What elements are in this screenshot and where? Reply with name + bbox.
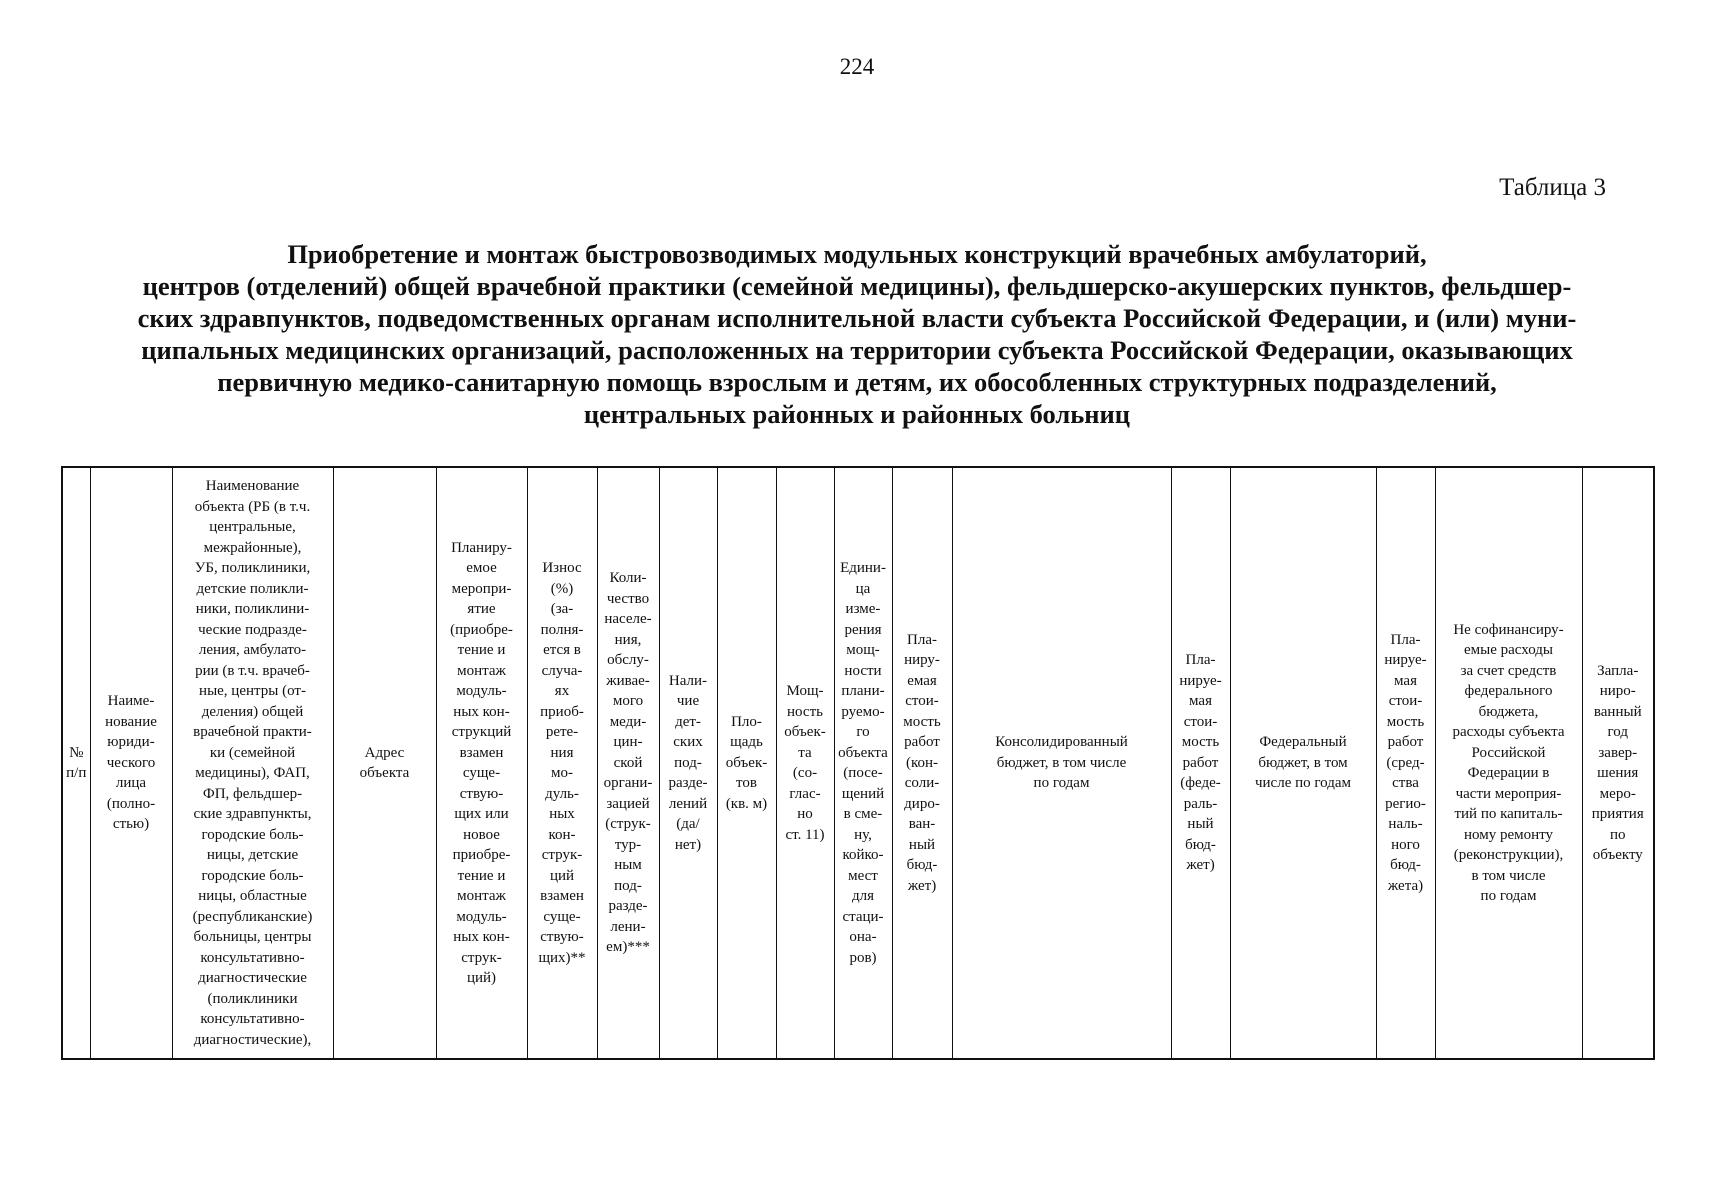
header-cell-object-name: Наименование объекта (РБ (в т.ч. центральные, межрайонные), УБ, поликлиники, детские поликли- ники, поликлини- ческие подразде- ления, амбулато- рии (в т.ч. врачеб- ные, центры (от- деления) общей врачебной практи- ки (семейной медицины), ФАП, ФП, фельдшер- ские здравпункты, городские боль- ницы, детские городские боль- ницы, областные (республиканские) больницы, центры консультативно- диагностические (поликлиники консультативно- диагностические),: [172, 467, 333, 1059]
header-cell-population: Коли- чество населе- ния, обслу- живае- мого меди- цин- ской органи- зацией (струк- тур- ным под- разде- лени- ем)***: [597, 467, 659, 1059]
data-table: [61, 466, 1655, 1060]
header-cell-address: Адрес объекта: [333, 467, 436, 1059]
header-cell-non-cofinanced: Не софинансиру- емые расходы за счет средств федерального бюджета, расходы субъекта Российской Федерации в части мероприя- тий по капиталь- ному ремонту (реконструкции), в том числе по годам: [1435, 467, 1582, 1059]
header-cell-federal-by-year: Федеральный бюджет, в том числе по годам: [1230, 467, 1376, 1059]
title-line: ципальных медицинских организаций, расположенных на территории субъекта Российской Федерации, оказывающих: [141, 335, 1573, 365]
title-line: ских здравпунктов, подведомственных органам исполнительной власти субъекта Российской Федерации, и (или) муни-: [137, 303, 1577, 333]
header-cell-cost-consolidated: Пла- ниру- емая стои- мость работ (кон- соли- диро- ван- ный бюд- жет): [892, 467, 952, 1059]
header-cell-area: Пло- щадь объек- тов (кв. м): [717, 467, 776, 1059]
title-line: центров (отделений) общей врачебной практики (семейной медицины), фельдшерско-акушерских пунктов, фельдшер-: [142, 271, 1572, 301]
title-line: Приобретение и монтаж быстровозводимых модульных конструкций врачебных амбулаторий,: [287, 239, 1427, 269]
title-line: центральных районных и районных больниц: [583, 399, 1131, 429]
header-cell-completion-year: Запла- ниро- ванный год завер- шения меро- приятия по объекту: [1582, 467, 1654, 1059]
header-cell-legal-entity: Наиме- нование юриди- ческого лица (полно- стью): [90, 467, 172, 1059]
header-cell-cost-regional: Пла- нируе- мая стои- мость работ (сред- ства регио- наль- ного бюд- жета): [1376, 467, 1435, 1059]
header-cell-capacity-unit: Едини- ца изме- рения мощ- ности плани- руемо- го объекта (посе- щений в сме- ну, койко- мест для стаци- она- ров): [834, 467, 892, 1059]
header-cell-number: № п/п: [62, 467, 90, 1059]
header-cell-capacity: Мощ- ность объек- та (со- глас- но ст. 11): [776, 467, 834, 1059]
table-label: Таблица 3: [1499, 174, 1606, 201]
header-row: [62, 467, 1654, 1059]
header-cell-consolidated-by-year: Консолидированный бюджет, в том числе по годам: [952, 467, 1171, 1059]
page-number: 224: [839, 54, 875, 79]
header-cell-wear: Износ (%) (за- полня- ется в случа- ях приоб- рете- ния мо- дуль- ных кон- струк- ций взамен суще- ствую- щих)**: [527, 467, 597, 1059]
header-cell-cost-federal: Пла- нируе- мая стои- мость работ (феде- раль- ный бюд- жет): [1171, 467, 1230, 1059]
title-line: первичную медико-санитарную помощь взрослым и детям, их обособленных структурных подразделений,: [217, 367, 1497, 397]
table-title: [90, 238, 1624, 430]
header-cell-children-units: Нали- чие дет- ских под- разде- лений (да/ нет): [659, 467, 717, 1059]
header-cell-planned-measure: Планиру- емое меропри- ятие (приобре- тение и монтаж модуль- ных кон- струкций взамен суще- ствую- щих или новое приобре- тение и монтаж модуль- ных кон- струк- ций): [436, 467, 527, 1059]
